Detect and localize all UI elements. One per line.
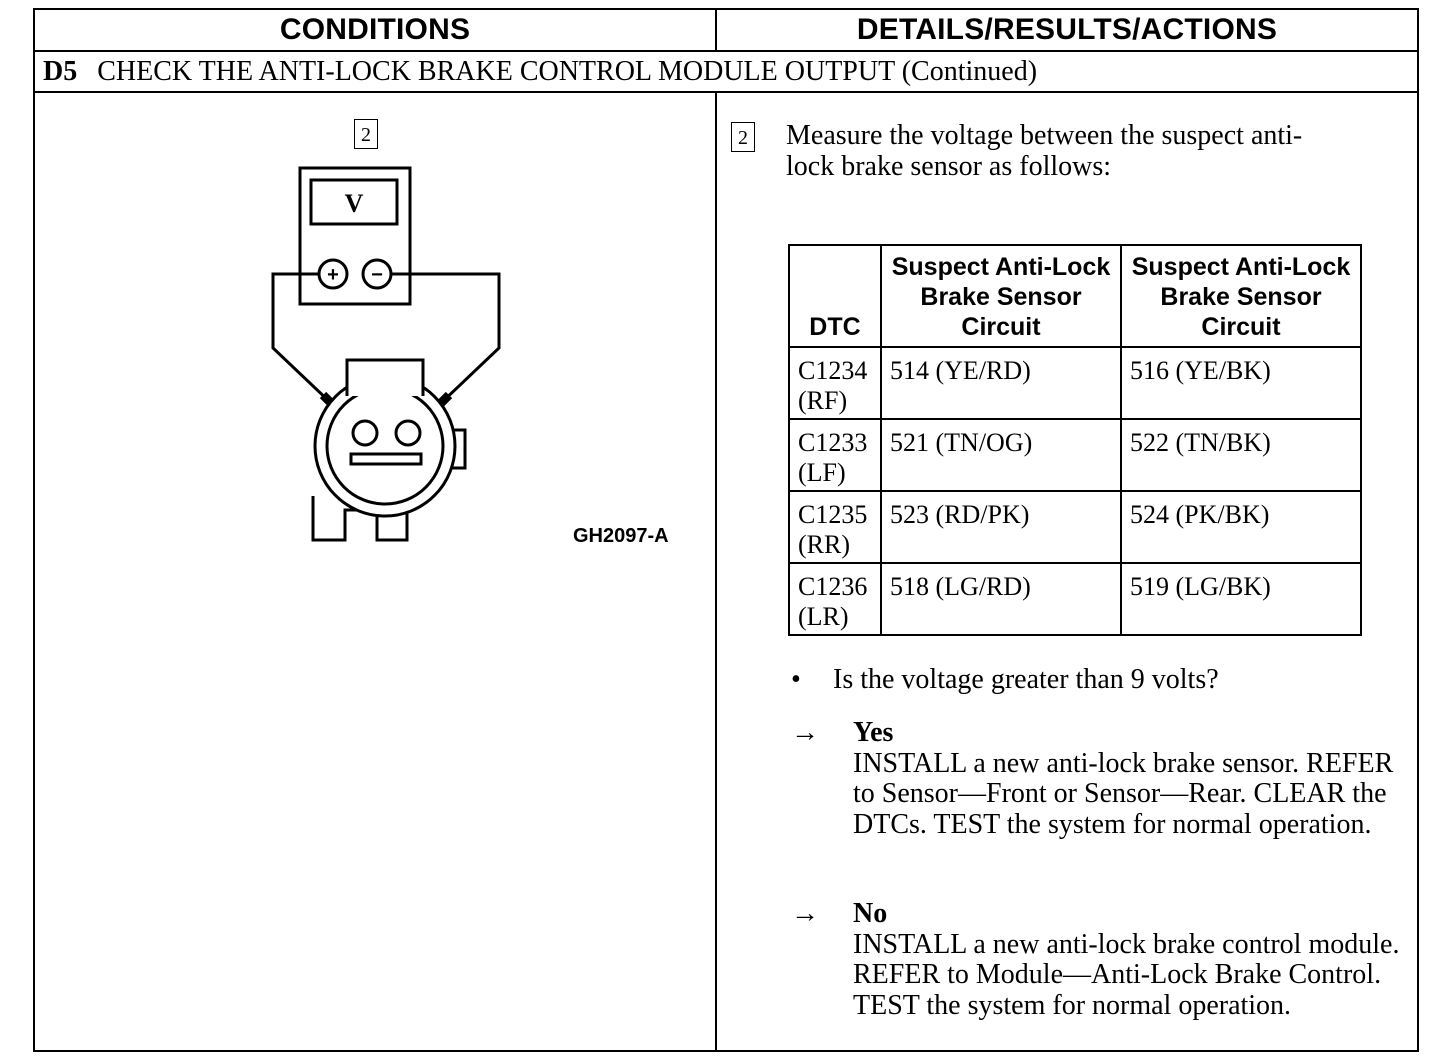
minus-symbol: − [371, 264, 383, 286]
header-column-divider [715, 10, 717, 50]
yes-text: INSTALL a new anti-lock brake sensor. REFER to Sensor—Front or Sensor—Rear. CLEAR the DTCs. TEST the system for normal operation. [853, 747, 1394, 840]
circuit-cell: 523 (RD/PK) [881, 491, 1121, 563]
dtc-cell: C1234 (RF) [789, 347, 881, 419]
conditions-header: CONDITIONS [279, 13, 471, 46]
circuit-cell: 519 (LG/BK) [1121, 563, 1361, 635]
dtc-table [788, 244, 1362, 636]
connector-top-tab [347, 360, 423, 396]
figure-step-box: 2 [354, 119, 378, 149]
header-circuit-1: Suspect Anti-Lock Brake Sensor Circuit [881, 245, 1121, 347]
table-row [789, 491, 1361, 563]
bullet-icon: • [791, 664, 801, 695]
table-row [789, 563, 1361, 635]
header-dtc: DTC [789, 245, 881, 347]
column-divider [715, 91, 717, 1052]
question [791, 664, 1219, 696]
header-circuit-2: Suspect Anti-Lock Brake Sensor Circuit [1121, 245, 1361, 347]
step-title-text: CHECK THE ANTI-LOCK BRAKE CONTROL MODULE OUTPUT (Continued) [97, 56, 1038, 87]
voltmeter-connector-diagram [225, 160, 485, 560]
dtc-cell: C1236 (LR) [789, 563, 881, 635]
step-title [43, 56, 1037, 88]
question-text: Is the voltage greater than 9 volts? [833, 664, 1219, 695]
figure-id: GH2097-A [573, 525, 669, 547]
connector-face [327, 388, 443, 504]
instruction-text: Measure the voltage between the suspect anti-lock brake sensor as follows: [786, 120, 1303, 182]
circuit-cell: 514 (YE/RD) [881, 347, 1121, 419]
circuit-cell: 522 (TN/BK) [1121, 419, 1361, 491]
no-outcome [791, 899, 1413, 1021]
table-header-row [789, 245, 1361, 347]
diagnostic-sheet [33, 8, 1419, 1052]
table-row [789, 419, 1361, 491]
dtc-cell: C1235 (RR) [789, 491, 881, 563]
arrow-right-icon: → [791, 717, 819, 748]
yes-label: Yes [853, 717, 894, 748]
no-text: INSTALL a new anti-lock brake control module. REFER to Module—Anti-Lock Brake Control. TEST the system for normal operation. [853, 928, 1400, 1021]
header-divider [35, 50, 1417, 52]
plus-symbol: + [327, 264, 339, 286]
pin-b [396, 421, 420, 445]
voltmeter-label: V [344, 189, 364, 218]
details-header: DETAILS/RESULTS/ACTIONS [856, 13, 1278, 46]
details-step-box: 2 [731, 122, 755, 152]
table-row [789, 347, 1361, 419]
pin-a [353, 421, 377, 445]
no-label: No [853, 898, 888, 929]
yes-outcome [791, 718, 1413, 840]
circuit-cell: 521 (TN/OG) [881, 419, 1121, 491]
circuit-cell: 524 (PK/BK) [1121, 491, 1361, 563]
dtc-cell: C1233 (LF) [789, 419, 881, 491]
title-divider [35, 91, 1417, 93]
circuit-cell: 518 (LG/RD) [881, 563, 1121, 635]
step-id: D5 [43, 56, 78, 87]
connector-key [351, 454, 421, 464]
circuit-cell: 516 (YE/BK) [1121, 347, 1361, 419]
arrow-right-icon: → [791, 898, 819, 929]
